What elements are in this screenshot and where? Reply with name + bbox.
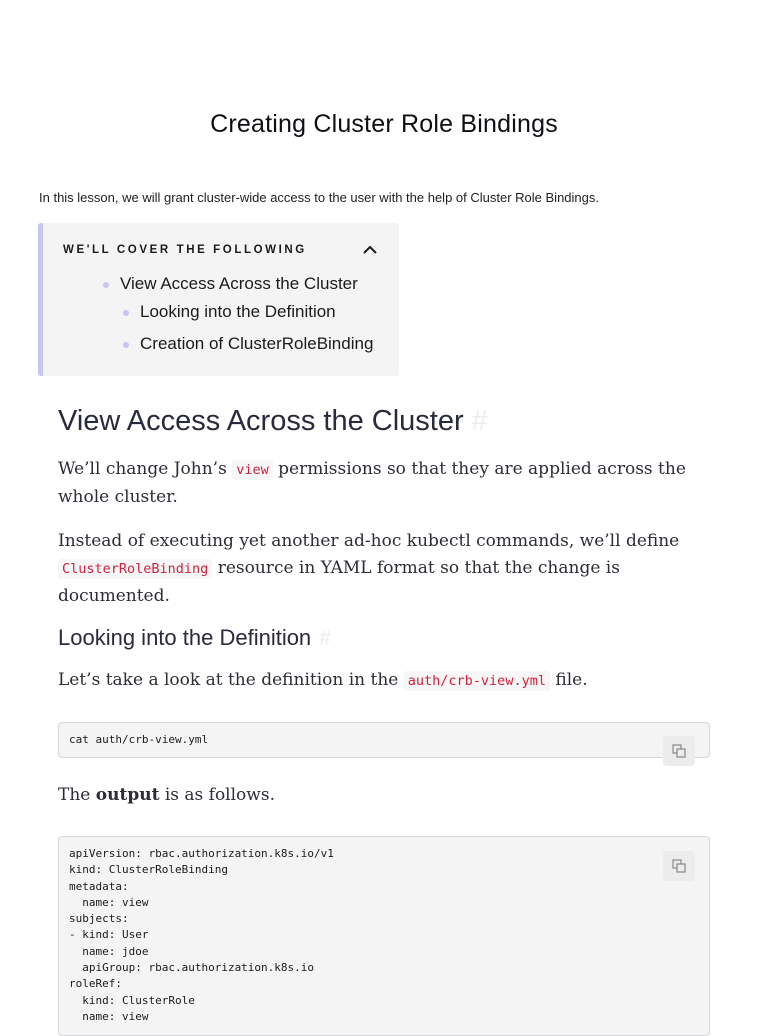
bullet-icon [123, 310, 129, 316]
heading-text: Looking into the Definition [58, 625, 312, 650]
anchor-link[interactable]: # [319, 625, 332, 650]
toc-item-label: View Access Across the Cluster [120, 274, 358, 293]
paragraph [58, 667, 698, 695]
bullet-icon [123, 342, 129, 348]
toc-item-looking-into-definition[interactable] [140, 302, 336, 322]
output-code-block[interactable] [58, 836, 710, 1036]
inline-code: auth/crb-view.yml [404, 671, 550, 691]
inline-code: view [232, 460, 273, 480]
text: Instead of executing yet another ad-hoc kubectl commands, we’ll define [58, 531, 680, 551]
copy-button[interactable] [663, 851, 695, 881]
inline-code: ClusterRoleBinding [58, 559, 212, 579]
section-heading-view-access [58, 405, 488, 438]
page-title: Creating Cluster Role Bindings [210, 110, 558, 138]
text: file. [549, 670, 588, 690]
command-code-block[interactable] [58, 722, 710, 758]
bullet-icon [103, 282, 109, 288]
paragraph [58, 456, 698, 511]
paragraph [58, 782, 698, 809]
toc-heading: WE'LL COVER THE FOLLOWING [63, 244, 307, 256]
heading-text: View Access Across the Cluster [58, 405, 464, 437]
copy-icon [672, 744, 686, 758]
text: The [58, 785, 96, 805]
toc-item-creation-of-crb[interactable] [140, 334, 373, 354]
copy-icon [672, 859, 686, 873]
code-text: cat auth/crb-view.yml [69, 733, 209, 746]
text: resource in YAML format so that the change is documented. [58, 558, 620, 606]
lesson-intro: In this lesson, we will grant cluster-wide access to the user with the help of Cluster Role Bindings. [39, 190, 599, 205]
toc-item-view-access[interactable] [120, 274, 358, 294]
toc-list [43, 223, 399, 376]
toc-item-label: Creation of ClusterRoleBinding [140, 334, 374, 353]
copy-button[interactable] [663, 736, 695, 766]
paragraph [58, 528, 698, 610]
section-heading-looking-into-definition [58, 625, 331, 651]
text: is as follows. [159, 785, 275, 805]
text: We’ll change John’s [58, 459, 233, 479]
code-text: apiVersion: rbac.authorization.k8s.io/v1 kind: ClusterRoleBinding metadata: name: view subjects: - kind: User name: jdoe apiGroup: rbac.authorization.k8s.io roleRef: kind: ClusterRole name: view [69, 847, 334, 1023]
toc-panel [38, 223, 399, 376]
text: Let’s take a look at the definition in the [58, 670, 404, 690]
text: permissions so that they are applied across the whole cluster. [58, 459, 686, 507]
bold-text: output [95, 785, 160, 805]
anchor-link[interactable]: # [471, 405, 488, 437]
toc-item-label: Looking into the Definition [140, 302, 336, 321]
